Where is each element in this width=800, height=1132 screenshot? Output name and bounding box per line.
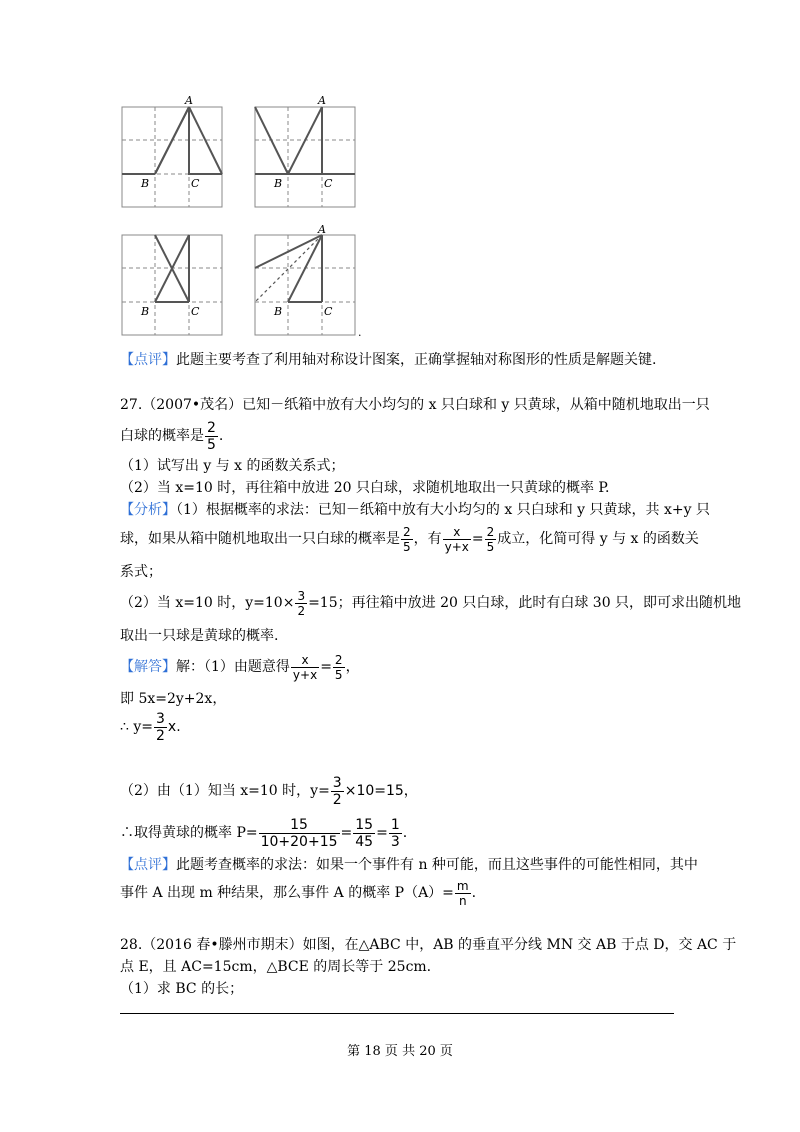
symmetry-figures [115, 92, 375, 342]
q27-part2: （2）当 x=10 时，再往箱中放进 20 只白球，求随机地取出一只黄球的概率 P. [120, 480, 610, 496]
period: . [218, 428, 224, 444]
fraction: $\frac{2}{5}$ [486, 524, 495, 554]
fraction: $\frac{3}{2}$ [332, 774, 342, 808]
fig2-label-b: B [274, 177, 283, 190]
comment-2-line1: 【点评】此题考查概率的求法：如果一个事件有 n 种可能，而且这些事件的可能性相同，其中 [120, 857, 698, 873]
comment-text: 此题主要考查了利用轴对称设计图案，正确掌握轴对称图形的性质是解题关键. [176, 352, 657, 368]
fig1-label-b: B [141, 177, 150, 190]
fig4-label-a: A [318, 223, 326, 236]
fraction [205, 420, 218, 453]
fig3-label-b: B [141, 305, 150, 318]
solution-line3: ∴ y= $\frac{3}{2}$ x. [120, 710, 181, 744]
q27-line1: 27.（2007•茂名）已知－纸箱中放有大小均匀的 x 只白球和 y 只黄球，从箱中随机地取出一只 [120, 397, 710, 413]
page-footer: 第 18 页 共 20 页 [347, 1044, 453, 1059]
footer-rule [120, 1013, 674, 1014]
fig1-label-a: A [185, 94, 193, 107]
q28-line3: （1）求 BC 的长； [120, 981, 244, 997]
fig4-label-b: B [274, 305, 283, 318]
analysis-text-1: （1）根据概率的求法：已知－纸箱中放有大小均匀的 x 只白球和 y 只黄球，共 x+y 只 [176, 502, 710, 518]
fraction: $\frac{2}{5}$ [334, 652, 343, 682]
fraction: $\frac{15}{45}$ [355, 816, 374, 850]
q28-line2: 点 E，且 AC=15cm，△BCE 的周长等于 25cm. [120, 959, 432, 975]
comment-2-line2: 事件 A 出现 m 种结果，那么事件 A 的概率 P（A）= $\frac{m}{n}$ . [120, 878, 477, 908]
comment-tag: 【点评】 [120, 857, 176, 873]
comment-1 [120, 350, 656, 370]
q27-line2-text: 白球的概率是 [120, 428, 204, 444]
solution-line4: （2）由（1）知当 x=10 时，y= $\frac{3}{2}$ ×10=15， [120, 774, 418, 808]
fig1-label-c: C [191, 177, 200, 190]
fraction: $\frac{x}{y+x}$ [444, 524, 469, 554]
analysis-tag: 【分析】 [120, 502, 176, 518]
analysis-line2: 球，如果从箱中随机地取出一只白球的概率是 $\frac{2}{5}$ ，有 $\frac{x}{y+x}$ = $\frac{2}{5}$ 成立，化简可得 y 与 x 的函数关 [120, 524, 699, 554]
solution-line2: 即 5x=2y+2x， [120, 691, 227, 707]
trailing-dot: . [358, 326, 362, 339]
fraction: $\frac{15}{10+20+15}$ [260, 816, 338, 850]
fig2-label-a: A [318, 94, 326, 107]
analysis-line4: （2）当 x=10 时，y=10× $\frac{3}{2}$ =15；再往箱中放进 20 只白球，此时有白球 30 只，即可求出随机地 [120, 588, 742, 618]
fig2-label-c: C [324, 177, 333, 190]
solution-line1: 【解答】解：（1）由题意得 $\frac{x}{y+x}$ = $\frac{2}{5}$ ， [120, 652, 360, 682]
fraction: $\frac{3}{2}$ [297, 588, 306, 618]
analysis-line3: 系式； [120, 564, 162, 580]
fraction: $\frac{m}{n}$ [456, 878, 469, 908]
numerator: 2 [207, 419, 216, 436]
q27-line2 [120, 418, 223, 454]
solution-line5: ∴取得黄球的概率 P= $\frac{15}{10+20+15}$ = $\frac{15}{45}$ = $\frac{1}{3}$ . [120, 816, 408, 850]
analysis-text-2: 球，如果从箱中随机地取出一只白球的概率是 [120, 531, 400, 547]
fraction: $\frac{3}{2}$ [156, 710, 165, 744]
comment-tag: 【点评】 [120, 352, 176, 368]
fig3-label-c: C [191, 305, 200, 318]
q27-part1: （1）试写出 y 与 x 的函数关系式； [120, 458, 345, 474]
fraction: $\frac{2}{5}$ [403, 524, 411, 554]
q28-line1: 28.（2016 春•滕州市期末）如图，在△ABC 中，AB 的垂直平分线 MN 交 AB 于点 D，交 AC 于 [120, 937, 737, 953]
fraction: $\frac{1}{3}$ [390, 816, 400, 850]
analysis-line1 [120, 500, 710, 520]
analysis-line5: 取出一只球是黄球的概率. [120, 628, 279, 644]
fraction: $\frac{x}{y+x}$ [292, 652, 318, 682]
fig4-label-c: C [324, 305, 333, 318]
solution-tag: 【解答】 [120, 659, 176, 675]
denominator: 5 [207, 436, 216, 453]
